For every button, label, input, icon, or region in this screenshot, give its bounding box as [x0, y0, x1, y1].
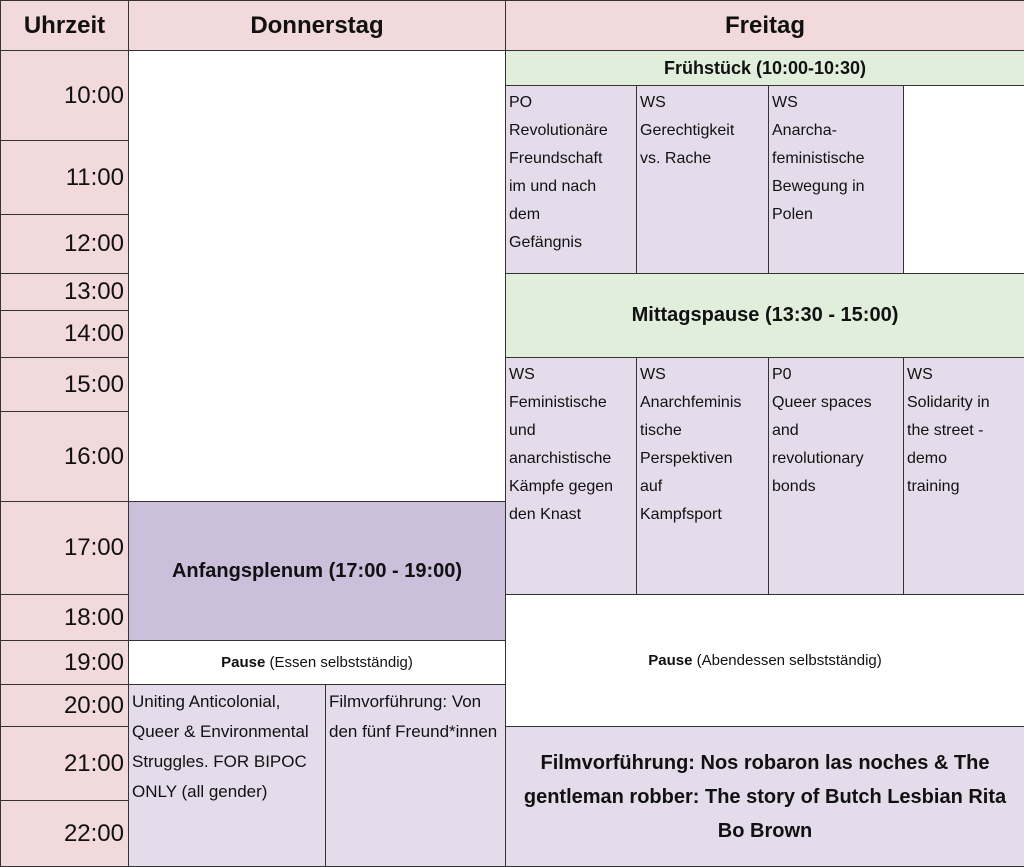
- time-cell: 10:00: [0, 50, 129, 141]
- session-type: WS: [907, 366, 933, 383]
- session-type: WS: [640, 366, 666, 383]
- session-title-line: Gefängnis: [509, 234, 582, 251]
- time-cell: 12:00: [0, 214, 129, 274]
- header-thursday: Donnerstag: [128, 0, 506, 51]
- session-title-line: den Knast: [509, 506, 582, 523]
- session-title-line: the street -: [907, 422, 984, 439]
- pause-label: Pause: [648, 652, 693, 669]
- time-cell: 18:00: [0, 594, 129, 641]
- time-cell: 20:00: [0, 684, 129, 727]
- session-title-line: und: [509, 422, 536, 439]
- mittagspause-break: Mittagspause (13:30 - 15:00): [505, 273, 1024, 358]
- session-title-line: revolutionary: [772, 450, 864, 467]
- session-title-line: Kampfsport: [640, 506, 722, 523]
- session-title-line: Anarcha-: [772, 122, 837, 139]
- session-type: WS: [509, 366, 535, 383]
- session-title-line: and: [772, 422, 799, 439]
- session-title-line: demo: [907, 450, 948, 467]
- friday-pause: [505, 594, 1024, 727]
- session-title-line: feministische: [772, 150, 865, 167]
- header-friday: Freitag: [505, 0, 1024, 51]
- session-title-line: anarchistische: [509, 450, 612, 467]
- time-cell: 22:00: [0, 800, 129, 867]
- session-solidarity-in-the-street: [903, 357, 1024, 595]
- session-title-line: Revolutionäre: [509, 122, 608, 139]
- session-type: PO: [509, 94, 533, 111]
- time-cell: 17:00: [0, 501, 129, 595]
- thursday-empty-slot: [128, 50, 506, 502]
- uniting-session: Uniting Anticolonial, Queer & Environmental Struggles. FOR BIPOC ONLY (all gender): [128, 684, 326, 867]
- time-cell: 11:00: [0, 140, 129, 215]
- session-type: P0: [772, 366, 792, 383]
- session-queer-spaces: [768, 357, 904, 595]
- friday-empty-slot: [903, 85, 1024, 274]
- session-title-line: Gerechtigkeit: [640, 122, 735, 139]
- session-title-line: Polen: [772, 206, 813, 223]
- session-title-line: Perspektiven: [640, 450, 733, 467]
- pause-note: (Essen selbstständig): [265, 654, 413, 671]
- time-cell: 13:00: [0, 273, 129, 311]
- thursday-pause: [128, 640, 506, 685]
- session-type: WS: [772, 94, 798, 111]
- time-cell: 19:00: [0, 640, 129, 685]
- session-title-line: training: [907, 478, 960, 495]
- session-title-line: bonds: [772, 478, 816, 495]
- session-type: WS: [640, 94, 666, 111]
- session-feministische-kaempfe: [505, 357, 637, 595]
- session-title-line: im und nach: [509, 178, 597, 195]
- session-title-line: auf: [640, 478, 663, 495]
- session-title-line: Queer spaces: [772, 394, 872, 411]
- anfangsplenum-session: Anfangsplenum (17:00 - 19:00): [128, 501, 506, 641]
- session-title-line: dem: [509, 206, 541, 223]
- session-gerechtigkeit: [636, 85, 769, 274]
- pause-note: (Abendessen selbstständig): [692, 652, 882, 669]
- film-session-thursday: Filmvorführung: Von den fünf Freund*innen: [325, 684, 506, 867]
- film-session-friday: Filmvorführung: Nos robaron las noches & The gentleman robber: The story of Butch Lesbian Rita Bo Brown: [505, 726, 1024, 867]
- header-time: Uhrzeit: [0, 0, 129, 51]
- fruehstueck-break: Frühstück (10:00-10:30): [505, 50, 1024, 86]
- session-title-line: Freundschaft: [509, 150, 603, 167]
- pause-label: Pause: [221, 654, 266, 671]
- session-title-line: tische: [640, 422, 682, 439]
- session-title-line: Kämpfe gegen: [509, 478, 614, 495]
- time-cell: 15:00: [0, 357, 129, 412]
- time-cell: 14:00: [0, 310, 129, 358]
- session-title-line: vs. Rache: [640, 150, 712, 167]
- session-title-line: Feministische: [509, 394, 607, 411]
- session-revolutionaere-freundschaft: [505, 85, 637, 274]
- time-cell: 16:00: [0, 411, 129, 502]
- session-title-line: Solidarity in: [907, 394, 990, 411]
- session-title-line: Bewegung in: [772, 178, 865, 195]
- session-anarcha-feministische-bewegung: [768, 85, 904, 274]
- session-anarchfeministische-perspektiven: [636, 357, 769, 595]
- time-cell: 21:00: [0, 726, 129, 801]
- session-title-line: Anarchfeminis: [640, 394, 742, 411]
